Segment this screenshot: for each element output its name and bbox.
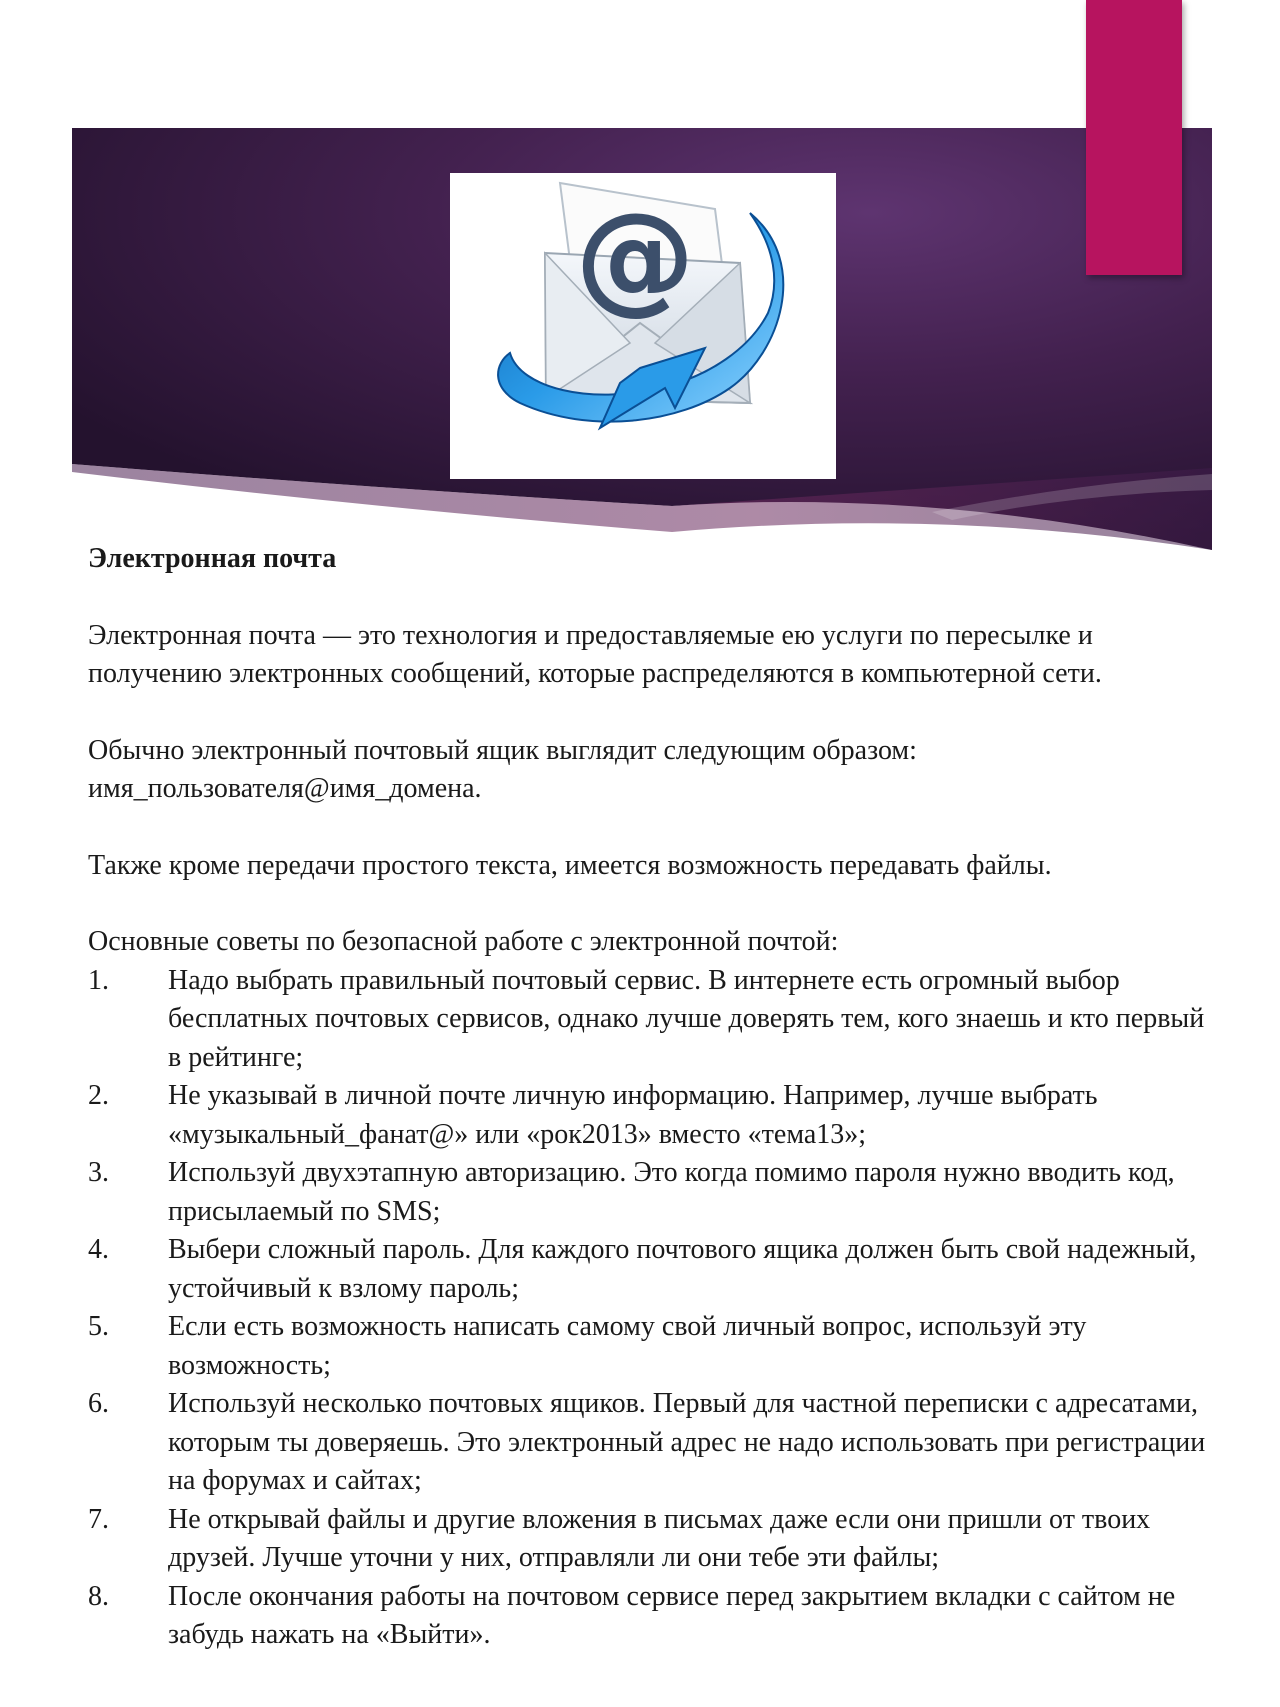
paragraph-mailbox-format: Обычно электронный почтовый ящик выглядит следующим образом: имя_пользователя@имя_домена. xyxy=(88,734,917,804)
list-item-text: Используй несколько почтовых ящиков. Первый для частной переписки с адресатами, которым ты доверяешь. Это электронный адрес не надо использовать при регистрации на форумах и сайтах; xyxy=(168,1388,1206,1496)
tips-intro: Основные советы по безопасной работе с электронной почтой: xyxy=(88,926,839,957)
list-item xyxy=(88,1501,1208,1578)
list-item xyxy=(88,1154,1208,1231)
list-item xyxy=(88,1077,1208,1154)
list-item-text: Выбери сложный пароль. Для каждого почтового ящика должен быть свой надежный, устойчивый к взлому пароль; xyxy=(168,1234,1197,1304)
list-item-text: После окончания работы на почтовом сервисе перед закрытием вкладки с сайтом не забудь нажать на «Выйти». xyxy=(168,1580,1176,1650)
document-body xyxy=(88,540,1208,1655)
paragraph-definition: Электронная почта — это технология и предоставляемые ею услуги по пересылке и получению электронных сообщений, которые распределяются в компьютерной сети. xyxy=(88,619,1102,689)
list-item xyxy=(88,1578,1208,1655)
at-symbol: @ xyxy=(575,188,695,327)
list-item-number: 7. xyxy=(88,1503,109,1535)
list-item-text: Используй двухэтапную авторизацию. Это когда помимо пароля нужно вводить код, присылаемый по SMS; xyxy=(168,1157,1175,1227)
list-item-number: 2. xyxy=(88,1080,109,1111)
list-item-number: 1. xyxy=(88,964,109,996)
paragraph-file-transfer: Также кроме передачи простого текста, имеется возможность передавать файлы. xyxy=(88,849,1052,881)
list-item-number: 5. xyxy=(88,1311,109,1342)
list-item-number: 4. xyxy=(88,1234,109,1265)
list-item xyxy=(88,1385,1208,1501)
list-item-text: Если есть возможность написать самому свой личный вопрос, используй эту возможность; xyxy=(168,1311,1087,1381)
list-item xyxy=(88,962,1208,1078)
list-item xyxy=(88,1231,1208,1308)
list-item-number: 8. xyxy=(88,1580,109,1612)
tips-list xyxy=(88,962,1208,1655)
email-envelope-at-icon xyxy=(450,173,836,479)
list-item-text: Не указывай в личной почте личную информацию. Например, лучше выбрать «музыкальный_фанат@» или «рок2013» вместо «тема13»; xyxy=(168,1080,1098,1150)
list-item-number: 6. xyxy=(88,1388,109,1419)
list-item-number: 3. xyxy=(88,1157,109,1188)
list-item-text: Не открывай файлы и другие вложения в письмах даже если они пришли от твоих друзей. Лучше уточни у них, отправляли ли они тебе эти файлы; xyxy=(168,1503,1151,1573)
accent-ribbon xyxy=(1086,0,1182,275)
list-item xyxy=(88,1308,1208,1385)
document-heading: Электронная почта xyxy=(88,543,337,574)
list-item-text: Надо выбрать правильный почтовый сервис. В интернете есть огромный выбор бесплатных почтовых сервисов, однако лучше доверять тем, кого знаешь и кто первый в рейтинге; xyxy=(168,964,1205,1073)
